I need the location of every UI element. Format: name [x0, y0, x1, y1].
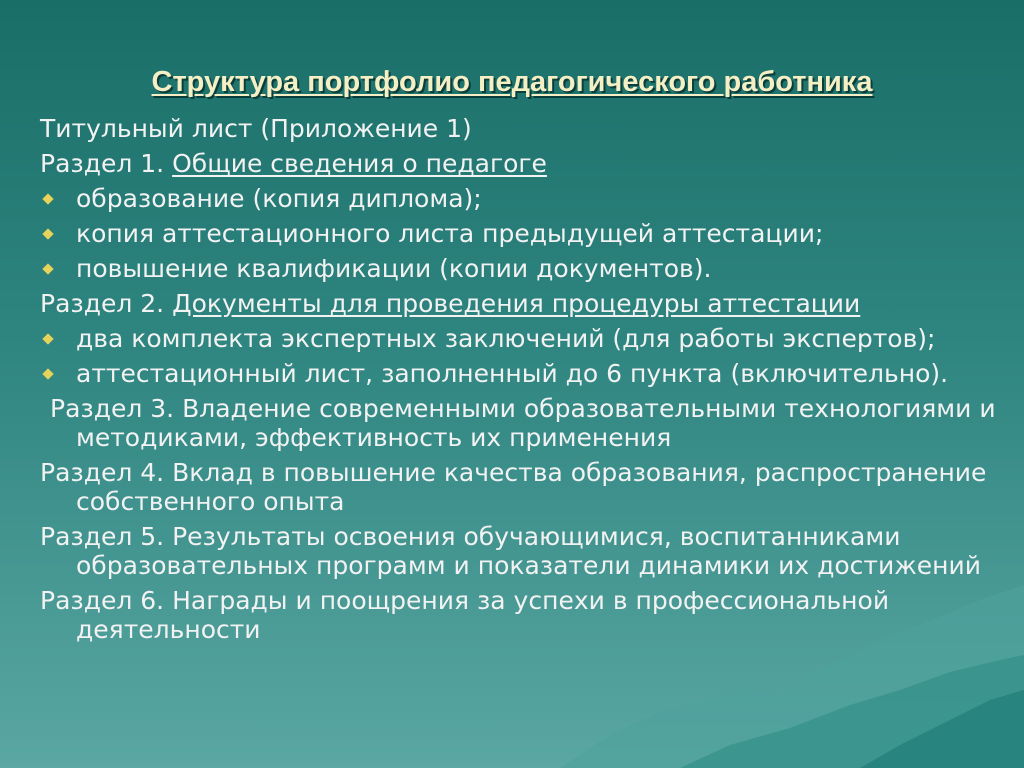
list-item-text: повышение квалификации (копии документов). — [76, 254, 712, 283]
diamond-bullet-icon — [42, 263, 53, 274]
list-item — [40, 184, 1010, 213]
section-5-line: Раздел 5. Результаты освоения обучающимися, воспитанниками образовательных программ и показатели динамики их достижений — [40, 522, 981, 580]
list-item-text: два комплекта экспертных заключений (для работы экспертов); — [76, 324, 936, 353]
section-1-prefix: Раздел 1. — [40, 149, 165, 178]
list-item — [40, 219, 1010, 248]
list-item — [40, 359, 1010, 388]
list-item — [40, 324, 1010, 353]
section-2-title: Документы для проведения процедуры аттестации — [172, 289, 861, 318]
list-item-text: аттестационный лист, заполненный до 6 пункта (включительно). — [76, 359, 949, 388]
title-page-line: Титульный лист (Приложение 1) — [40, 114, 472, 143]
section-1-title: Общие сведения о педагоге — [172, 149, 547, 178]
content-body — [40, 114, 1010, 650]
section-2-prefix: Раздел 2. — [40, 289, 165, 318]
list-item — [40, 254, 1010, 283]
diamond-bullet-icon — [42, 368, 53, 379]
section-3-line: Раздел 3. Владение современными образовательными технологиями и методиками, эффективность их применения — [50, 394, 996, 452]
section-2-heading — [40, 289, 1010, 318]
section-6-line: Раздел 6. Награды и поощрения за успехи в профессиональной деятельности — [40, 586, 890, 644]
section-4-line: Раздел 4. Вклад в повышение качества образования, распространение собственного опыта — [40, 458, 987, 516]
section-1-heading — [40, 149, 1010, 178]
list-item-text: образование (копия диплома); — [76, 184, 482, 213]
diamond-bullet-icon — [42, 193, 53, 204]
list-item-text: копия аттестационного листа предыдущей аттестации; — [76, 219, 824, 248]
diamond-bullet-icon — [42, 228, 53, 239]
page-title: Структура портфолио педагогического работника — [151, 66, 873, 98]
diamond-bullet-icon — [42, 333, 53, 344]
